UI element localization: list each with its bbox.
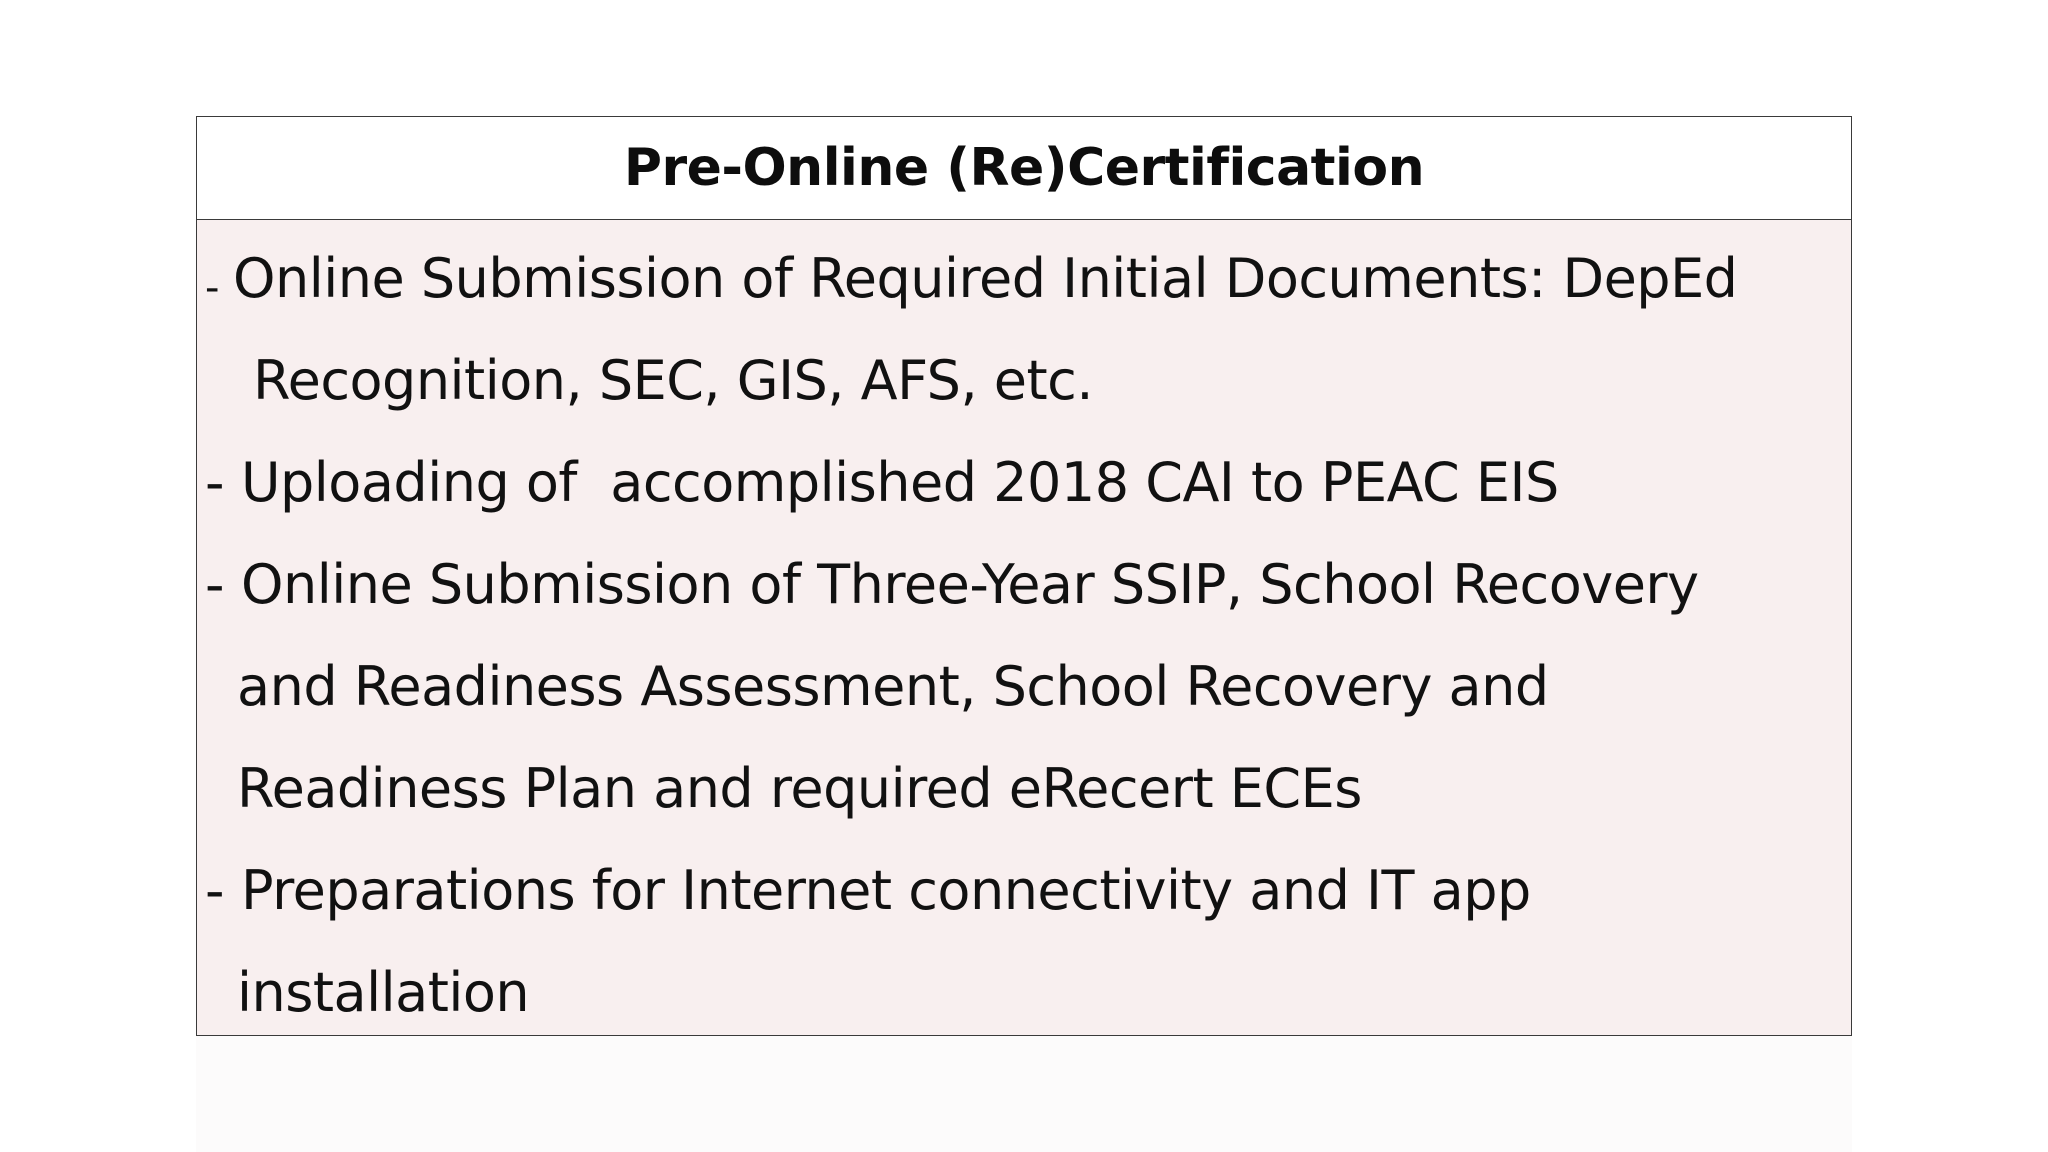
list-item-4-marker: - [205,859,224,922]
table-body [197,220,1851,1036]
lower-background [196,1036,1852,1152]
list-item-4-line-2: installation [237,961,530,1024]
list-item-1-line-2: Recognition, SEC, GIS, AFS, etc. [253,349,1094,412]
list-item-3-line-3: Readiness Plan and required eRecert ECEs [237,757,1362,820]
table-title: Pre-Online (Re)Certification [623,138,1425,198]
list-item-2-marker: - [205,451,224,514]
list-item-1-marker: - [205,265,219,311]
list-item-4-line-1: Preparations for Internet connectivity and IT app [241,859,1531,922]
list-item-3-line-1: Online Submission of Three-Year SSIP, School Recovery [241,553,1699,616]
table-header [197,117,1851,220]
list-item-1-line-1: Online Submission of Required Initial Documents: DepEd [233,247,1738,310]
list-item-3-line-2: and Readiness Assessment, School Recovery and [237,655,1549,718]
list-item-2-line-1: Uploading of accomplished 2018 CAI to PEAC EIS [241,451,1559,514]
list-item-3-marker: - [205,553,224,616]
content-table [196,116,1852,1036]
